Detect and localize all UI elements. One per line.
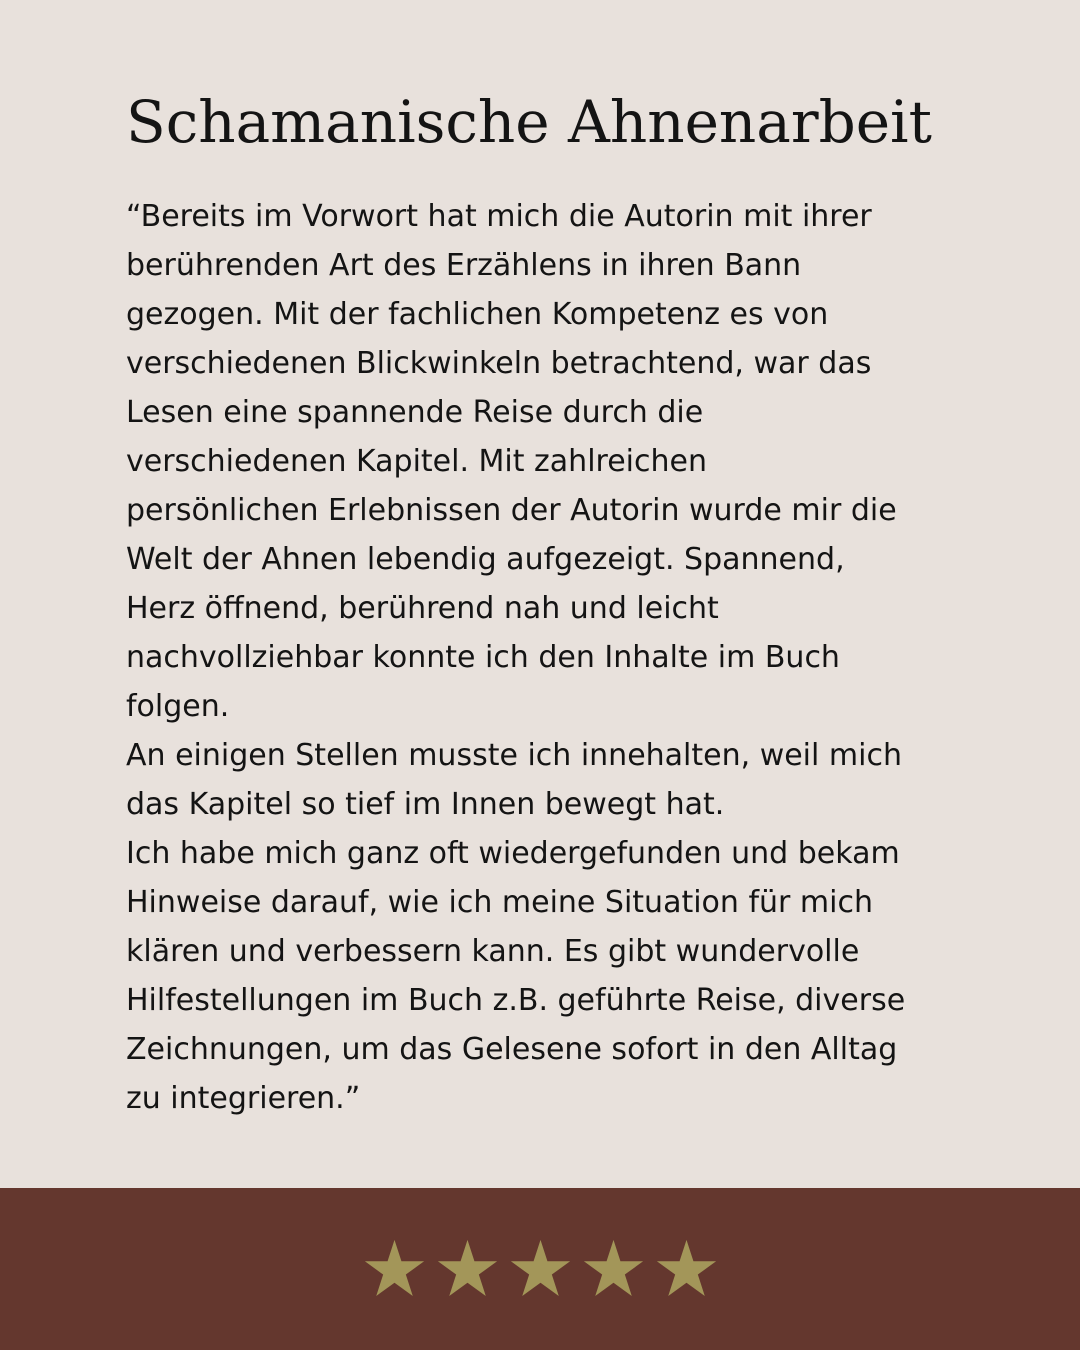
quote-line: Hilfestellungen im Buch z.B. geführte Reise, diverse: [126, 982, 906, 1018]
quote-line: berührenden Art des Erzählens in ihren Bann: [126, 247, 802, 283]
star-rating: [0, 1238, 1080, 1301]
star-icon: [509, 1238, 572, 1301]
quote-line: Ich habe mich ganz oft wiedergefunden und bekam: [126, 835, 900, 871]
quote-line: “Bereits im Vorwort hat mich die Autorin mit ihrer: [126, 198, 872, 234]
quote-line: zu integrieren.”: [126, 1080, 361, 1116]
star-icon: [363, 1238, 426, 1301]
quote-line: verschiedenen Kapitel. Mit zahlreichen: [126, 443, 707, 479]
quote-line: Herz öffnend, berührend nah und leicht: [126, 590, 719, 626]
quote-line: verschiedenen Blickwinkeln betrachtend, war das: [126, 345, 872, 381]
rating-footer: [0, 1188, 1080, 1350]
quote-line: Hinweise darauf, wie ich meine Situation für mich: [126, 884, 873, 920]
quote-line: Lesen eine spannende Reise durch die: [126, 394, 704, 430]
star-icon: [436, 1238, 499, 1301]
quote-line: Welt der Ahnen lebendig aufgezeigt. Spannend,: [126, 541, 845, 577]
review-quote: [126, 192, 956, 1123]
quote-line: persönlichen Erlebnissen der Autorin wurde mir die: [126, 492, 897, 528]
quote-line: das Kapitel so tief im Innen bewegt hat.: [126, 786, 725, 822]
quote-line: nachvollziehbar konnte ich den Inhalte im Buch: [126, 639, 840, 675]
quote-line: gezogen. Mit der fachlichen Kompetenz es von: [126, 296, 829, 332]
quote-line: An einigen Stellen musste ich innehalten, weil mich: [126, 737, 902, 773]
star-icon: [582, 1238, 645, 1301]
star-icon: [655, 1238, 718, 1301]
review-title: Schamanische Ahnenarbeit: [126, 88, 932, 156]
review-card: [126, 88, 956, 1123]
quote-line: Zeichnungen, um das Gelesene sofort in den Alltag: [126, 1031, 898, 1067]
quote-line: folgen.: [126, 688, 230, 724]
quote-line: klären und verbessern kann. Es gibt wundervolle: [126, 933, 860, 969]
